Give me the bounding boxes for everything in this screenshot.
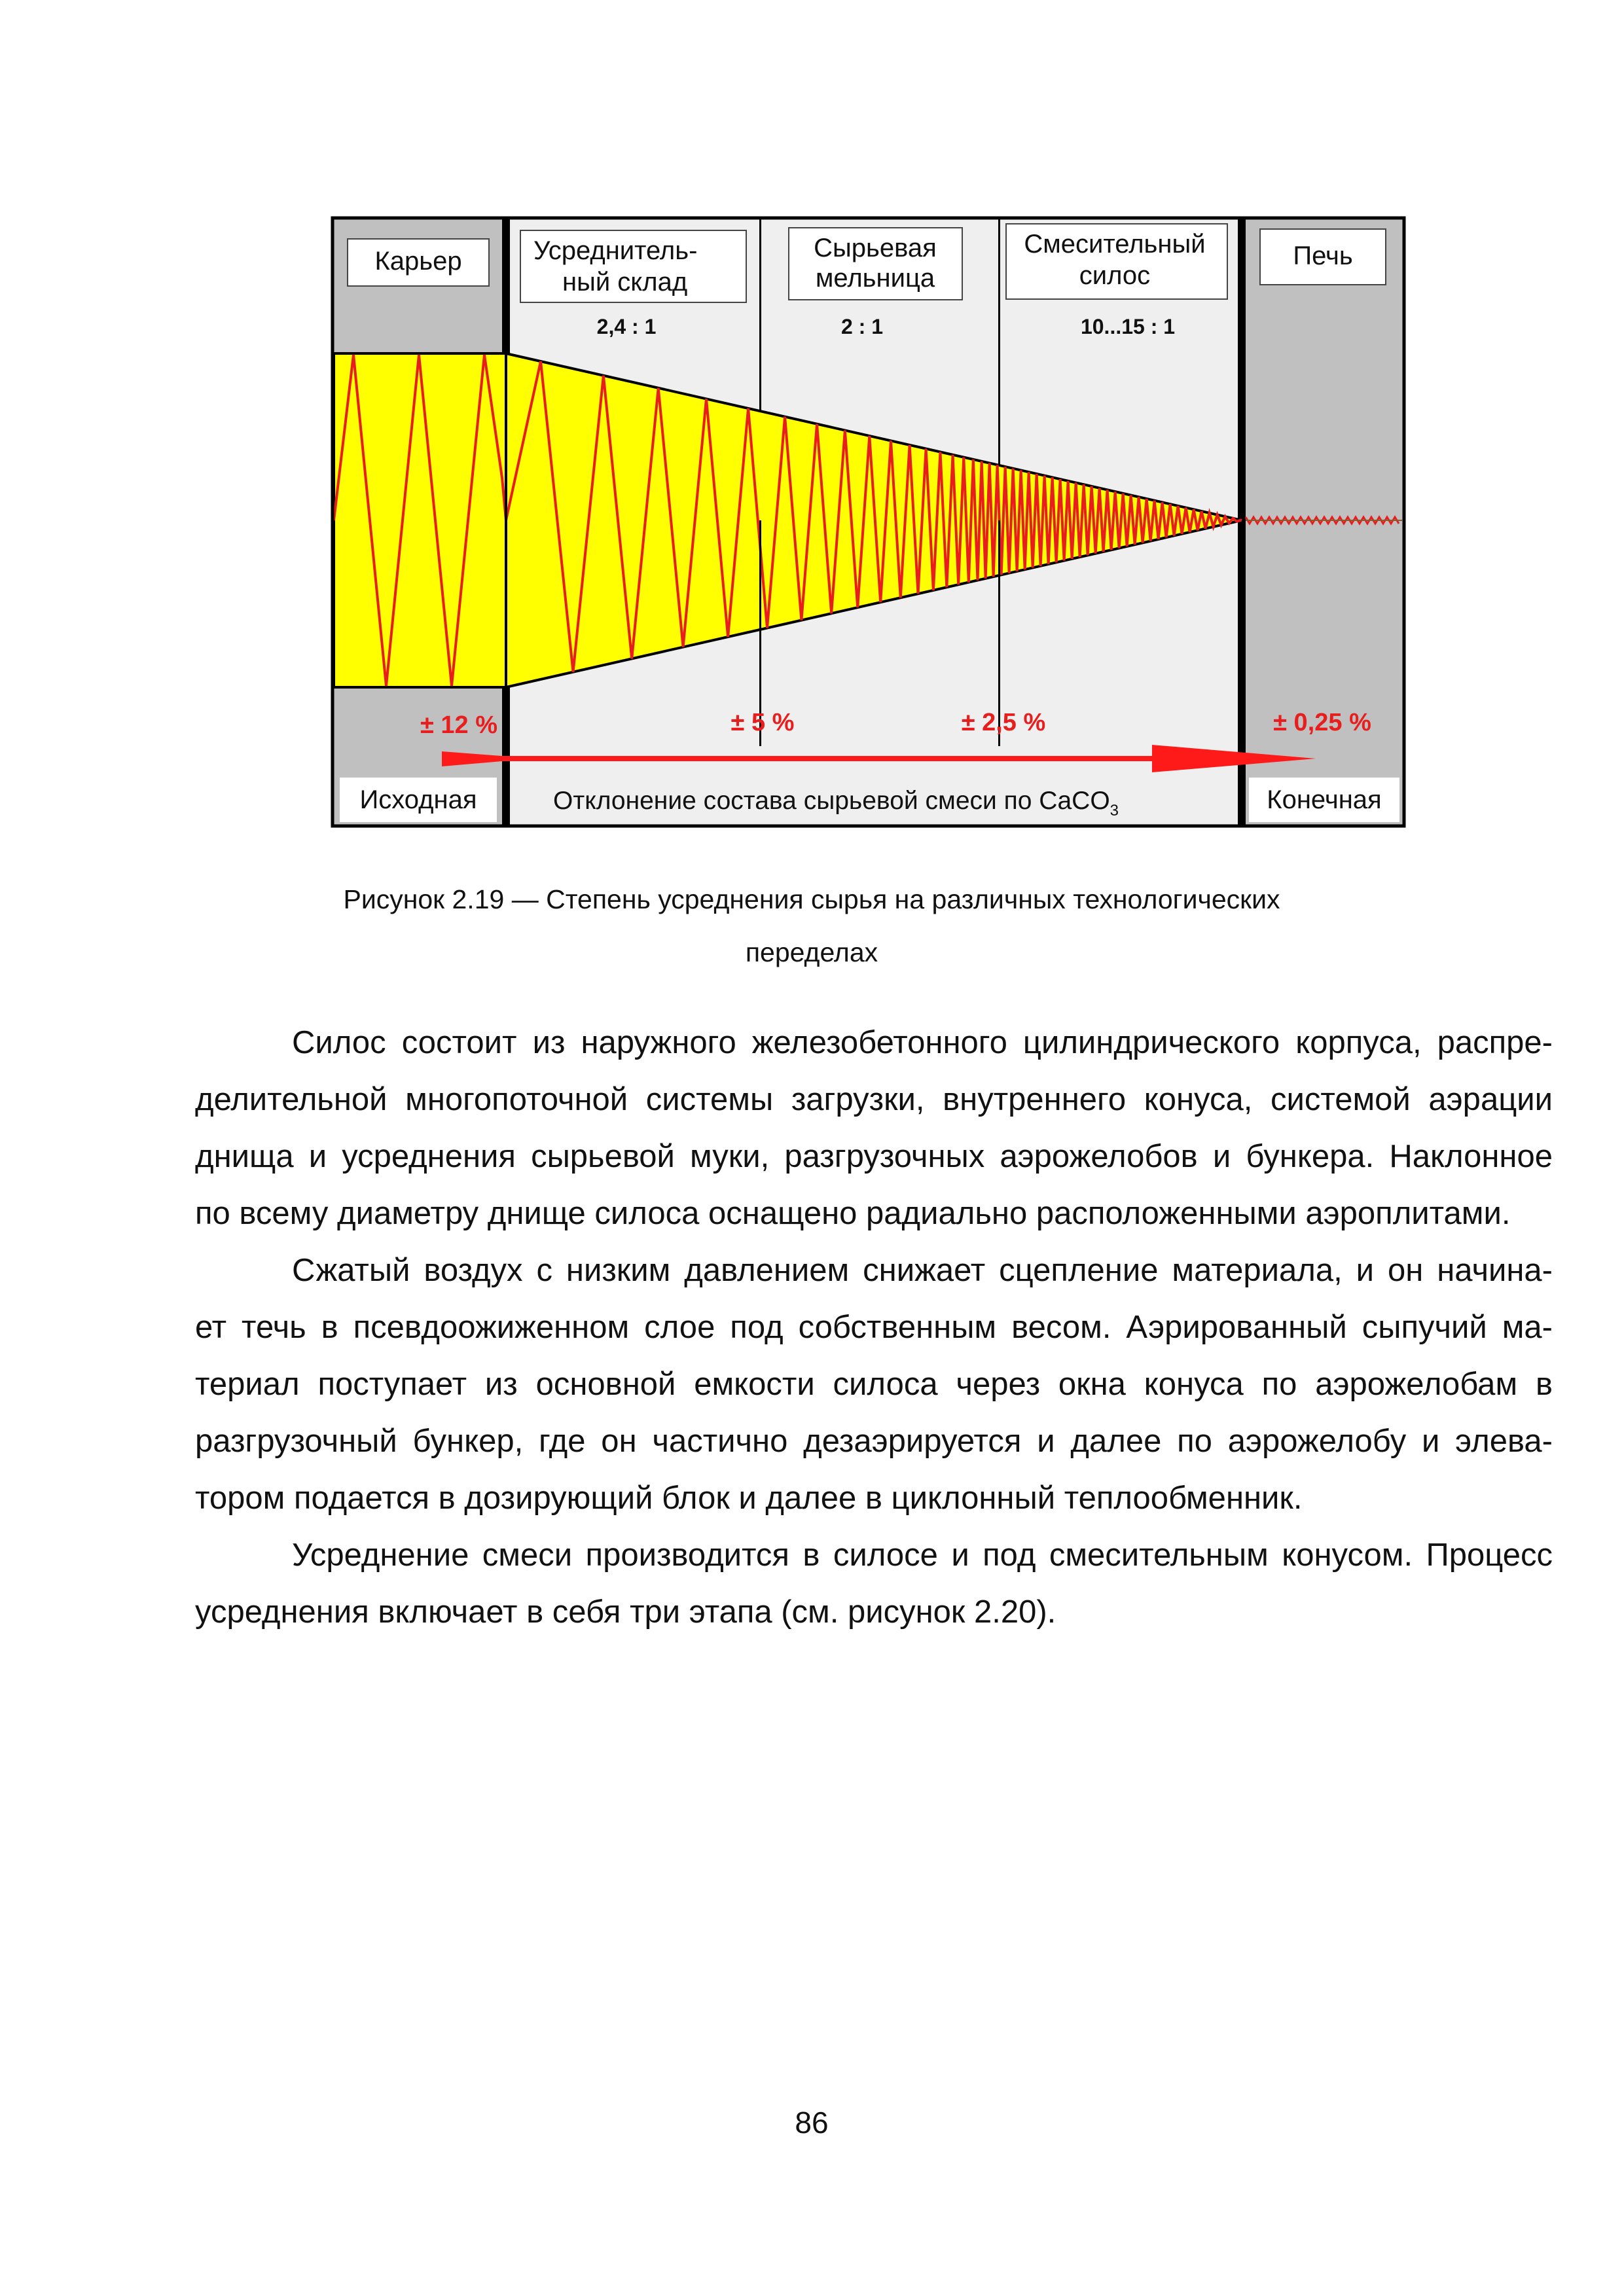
figure-caption: переделах [745, 937, 878, 967]
text-line: усреднения включает в себя три этапа (см. рисунок 2.20). [195, 1594, 1056, 1630]
final-label: Конечная [1267, 785, 1382, 814]
deviation-value: ± 0,25 % [1273, 709, 1371, 736]
figure-caption: Рисунок 2.19 — Степень усреднения сырья на различных технологических [343, 884, 1280, 914]
deviation-value: ± 5 % [731, 709, 795, 736]
stage-label: мельница [815, 264, 935, 293]
text-line: по всему диаметру днище силоса оснащено радиально расположенными аэроплитами. [195, 1196, 1511, 1231]
stage-label: Карьер [374, 247, 462, 276]
text-line: Силос состоит из наружного железобетонного цилиндрического корпуса, распре- [292, 1025, 1553, 1060]
text-line: тором подается в дозирующий блок и далее в циклонный теплообменник. [195, 1480, 1303, 1516]
text-line: териал поступает из основной емкости силоса через окна конуса по аэрожелобам в [195, 1367, 1553, 1402]
stage-label: Печь [1293, 242, 1353, 270]
stage-label: Усреднитель- [533, 236, 698, 265]
stage-label: силос [1079, 261, 1151, 290]
stage-label: Сырьевая [814, 234, 937, 262]
text-line: разгрузочный бункер, где он частично дезаэрируется и далее по аэрожелобу и элева- [195, 1424, 1553, 1459]
stage-ratio: 10...15 : 1 [1080, 315, 1176, 338]
stage-label: ный склад [562, 268, 688, 296]
text-line: ет течь в псевдоожиженном слое под собственным весом. Аэрированный сыпучий ма- [195, 1310, 1553, 1345]
averaging-diagram [331, 216, 1407, 831]
stage-ratio: 2 : 1 [840, 315, 884, 338]
text-line: днища и усреднения сырьевой муки, разгрузочных аэрожелобов и бункера. Наклонное [195, 1139, 1553, 1174]
text-line: Усреднение смеси производится в силосе и под смесительным конусом. Процесс [292, 1537, 1553, 1573]
initial-label: Исходная [359, 785, 477, 814]
deviation-axis-label: Отклонение состава сырьевой смеси по CaCO$_3$ [553, 787, 1119, 819]
text-line: делительной многопоточной системы загрузки, внутреннего конуса, системой аэрации [195, 1082, 1553, 1117]
page-number: 86 [795, 2106, 829, 2140]
stage-label: Смесительный [1024, 230, 1206, 259]
deviation-value: ± 12 % [420, 711, 497, 739]
stage-ratio: 2,4 : 1 [596, 315, 657, 338]
deviation-value: ± 2,5 % [961, 709, 1046, 736]
text-line: Сжатый воздух с низким давлением снижает сцепление материала, и он начина- [292, 1253, 1553, 1288]
